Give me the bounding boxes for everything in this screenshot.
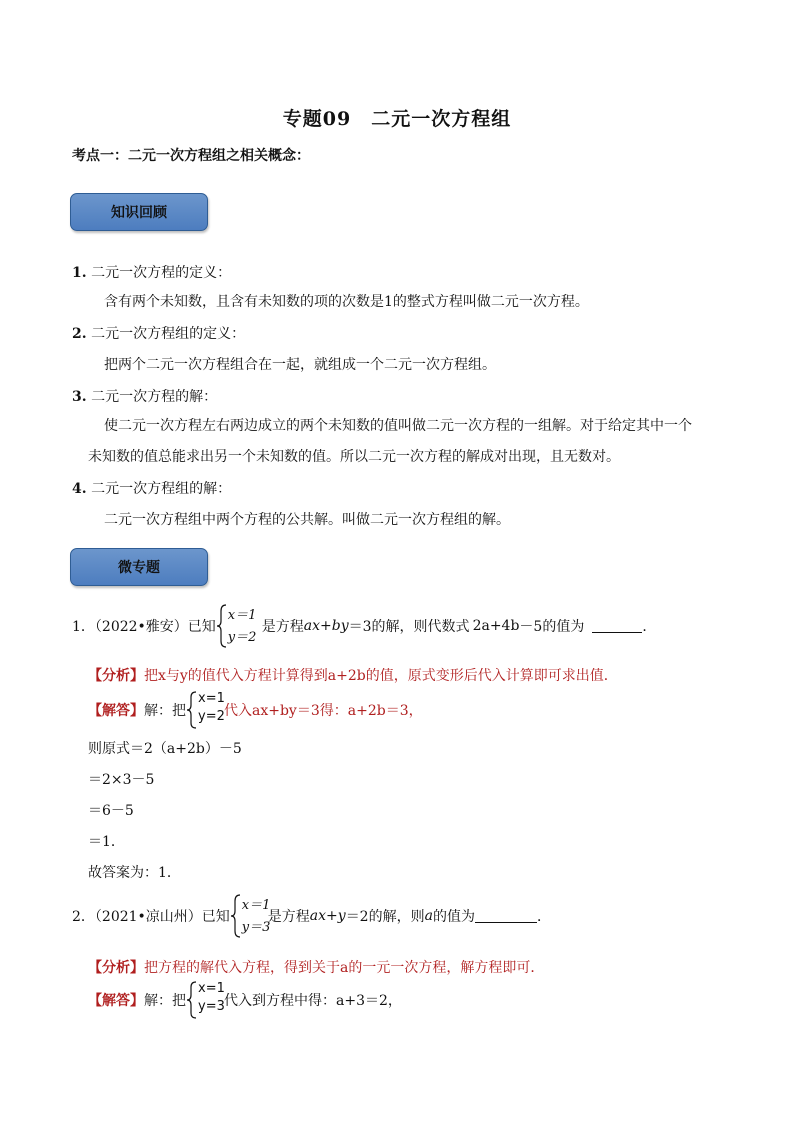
question-1: 1．（2022•雅安）已知 x＝1 y＝2 是方程 ax+by ＝3的解，则代数式 2a+4b －5的值为 ． — [72, 604, 656, 648]
q1-answer-blank — [592, 620, 642, 633]
review-item-3-head: 3. 二元一次方程的解： — [72, 389, 218, 405]
review-item-3-body-1: 使二元一次方程左右两边成立的两个未知数的值叫做二元一次方程的一组解。对于给定其中一个 — [104, 418, 692, 434]
review-item-1-body: 含有两个未知数，且含有未知数的项的次数是1的整式方程叫做二元一次方程。 — [104, 294, 589, 310]
review-item-4-head: 4. 二元一次方程组的解： — [72, 481, 232, 497]
q2-analysis: 【分析】把方程的解代入方程，得到关于a的一元一次方程，解方程即可． — [88, 960, 545, 976]
review-item-2-head: 2. 二元一次方程组的定义： — [72, 326, 246, 342]
review-item-1-head: 1. 二元一次方程的定义： — [72, 265, 232, 281]
page-title: 专题09 二元一次方程组 — [282, 108, 512, 130]
q1-analysis: 【分析】把x与y的值代入方程计算得到a+2b的值，原式变形后代入计算即可求出值． — [88, 668, 618, 684]
q2-answer: 【解答】 解：把 x=1 y=3 代入到方程中得：a+3＝2， — [88, 980, 402, 1020]
section-heading: 考点一：二元一次方程组之相关概念： — [72, 148, 310, 164]
q1-step-3: ＝6－5 — [88, 803, 134, 819]
topic-pill: 微专题 — [70, 548, 208, 586]
q2-answer-system: x=1 y=3 — [186, 981, 224, 1019]
review-item-2-body: 把两个二元一次方程组合在一起，就组成一个二元一次方程组。 — [104, 357, 496, 373]
q1-step-2: ＝2×3－5 — [88, 772, 155, 788]
question-2: 2．（2021•凉山州）已知 x＝1 y＝3 是方程 ax+y ＝2的解，则 a 的值为 ． — [72, 894, 551, 938]
review-item-3-body-2: 未知数的值总能求出另一个未知数的值。所以二元一次方程的解成对出现，且无数对。 — [88, 449, 620, 465]
q1-answer: 【解答】 解：把 x=1 y=2 代入ax+by＝3得：a+2b＝3， — [88, 690, 423, 730]
review-item-4-body: 二元一次方程组中两个方程的公共解。叫做二元一次方程组的解。 — [104, 512, 510, 528]
q1-step-4: ＝1． — [88, 834, 125, 850]
q2-equation-system: x＝1 y＝3 — [230, 894, 268, 938]
q1-answer-system: x=1 y=2 — [186, 691, 224, 729]
q1-step-1: 则原式＝2（a+2b）－5 — [88, 741, 242, 757]
review-pill: 知识回顾 — [70, 193, 208, 231]
q1-equation-system: x＝1 y＝2 — [216, 604, 262, 648]
q2-answer-blank — [475, 910, 537, 923]
q1-final-answer: 故答案为：1． — [88, 865, 181, 881]
